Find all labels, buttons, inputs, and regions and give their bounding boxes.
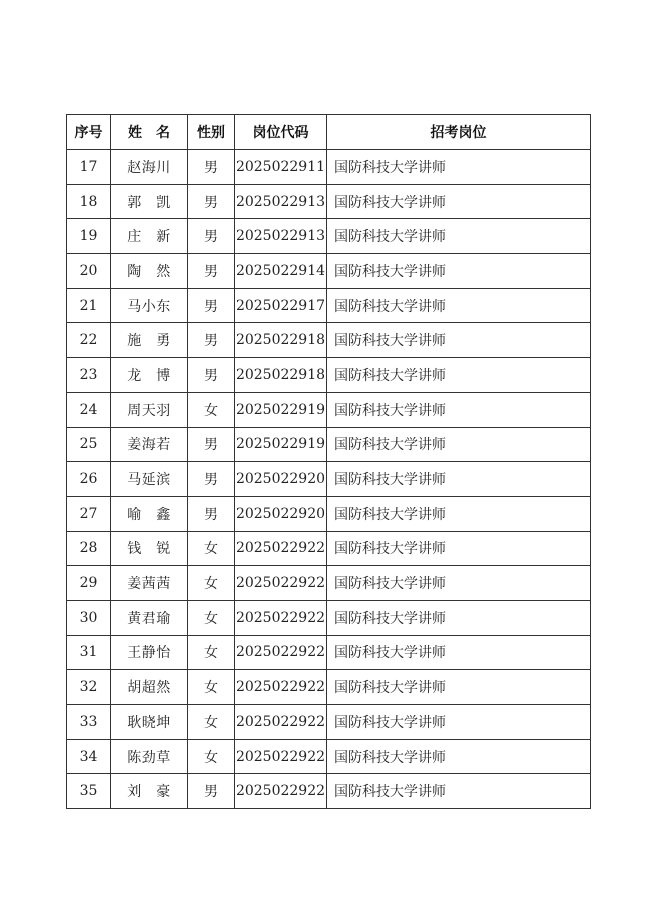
- cell-position: 国防科技大学讲师: [327, 496, 591, 531]
- table-row: [67, 496, 591, 531]
- header-gender: 性别: [188, 115, 235, 150]
- cell-name: 耿晓坤: [111, 705, 188, 740]
- cell-name: 赵海川: [111, 150, 188, 185]
- cell-gender: 女: [188, 670, 235, 705]
- roster-table: [66, 114, 591, 809]
- cell-position: 国防科技大学讲师: [327, 358, 591, 393]
- cell-gender: 男: [188, 184, 235, 219]
- cell-position: 国防科技大学讲师: [327, 635, 591, 670]
- cell-gender: 男: [188, 254, 235, 289]
- table-row: [67, 184, 591, 219]
- cell-code: 2025022920: [235, 496, 327, 531]
- cell-name: 陈劲草: [111, 739, 188, 774]
- cell-name: 马延滨: [111, 462, 188, 497]
- cell-gender: 男: [188, 150, 235, 185]
- table-row: [67, 427, 591, 462]
- cell-no: 31: [67, 635, 111, 670]
- cell-code: 2025022922: [235, 635, 327, 670]
- cell-gender: 女: [188, 531, 235, 566]
- cell-gender: 男: [188, 219, 235, 254]
- table-row: [67, 670, 591, 705]
- cell-no: 17: [67, 150, 111, 185]
- cell-position: 国防科技大学讲师: [327, 254, 591, 289]
- table-row: [67, 358, 591, 393]
- header-position: 招考岗位: [327, 115, 591, 150]
- cell-position: 国防科技大学讲师: [327, 670, 591, 705]
- header-row: [67, 115, 591, 150]
- cell-gender: 女: [188, 566, 235, 601]
- cell-no: 21: [67, 288, 111, 323]
- cell-code: 2025022922: [235, 670, 327, 705]
- cell-no: 23: [67, 358, 111, 393]
- table-row: [67, 392, 591, 427]
- cell-gender: 女: [188, 600, 235, 635]
- cell-no: 33: [67, 705, 111, 740]
- cell-name: 刘 豪: [111, 774, 188, 809]
- cell-no: 32: [67, 670, 111, 705]
- cell-gender: 男: [188, 358, 235, 393]
- cell-code: 2025022918: [235, 358, 327, 393]
- cell-gender: 男: [188, 774, 235, 809]
- table-row: [67, 254, 591, 289]
- cell-name: 郭 凯: [111, 184, 188, 219]
- cell-no: 22: [67, 323, 111, 358]
- table-row: [67, 531, 591, 566]
- header-code: 岗位代码: [235, 115, 327, 150]
- table-row: [67, 219, 591, 254]
- cell-code: 2025022922: [235, 600, 327, 635]
- cell-name: 黄君瑜: [111, 600, 188, 635]
- cell-code: 2025022918: [235, 323, 327, 358]
- cell-no: 20: [67, 254, 111, 289]
- cell-gender: 男: [188, 323, 235, 358]
- table-row: [67, 600, 591, 635]
- cell-no: 30: [67, 600, 111, 635]
- cell-name: 喻 鑫: [111, 496, 188, 531]
- cell-gender: 女: [188, 635, 235, 670]
- cell-gender: 男: [188, 288, 235, 323]
- cell-position: 国防科技大学讲师: [327, 219, 591, 254]
- cell-code: 2025022913: [235, 184, 327, 219]
- cell-position: 国防科技大学讲师: [327, 566, 591, 601]
- cell-code: 2025022922: [235, 705, 327, 740]
- table-row: [67, 705, 591, 740]
- cell-position: 国防科技大学讲师: [327, 462, 591, 497]
- cell-position: 国防科技大学讲师: [327, 150, 591, 185]
- cell-position: 国防科技大学讲师: [327, 774, 591, 809]
- table-row: [67, 635, 591, 670]
- cell-name: 钱 锐: [111, 531, 188, 566]
- cell-code: 2025022922: [235, 566, 327, 601]
- cell-name: 庄 新: [111, 219, 188, 254]
- cell-position: 国防科技大学讲师: [327, 184, 591, 219]
- cell-code: 2025022914: [235, 254, 327, 289]
- cell-gender: 女: [188, 705, 235, 740]
- cell-no: 25: [67, 427, 111, 462]
- cell-no: 26: [67, 462, 111, 497]
- table-row: [67, 774, 591, 809]
- table-row: [67, 566, 591, 601]
- cell-no: 19: [67, 219, 111, 254]
- cell-no: 29: [67, 566, 111, 601]
- cell-code: 2025022919: [235, 392, 327, 427]
- cell-position: 国防科技大学讲师: [327, 323, 591, 358]
- cell-name: 马小东: [111, 288, 188, 323]
- cell-gender: 女: [188, 739, 235, 774]
- cell-gender: 女: [188, 392, 235, 427]
- header-name: 姓 名: [111, 115, 188, 150]
- cell-no: 34: [67, 739, 111, 774]
- cell-code: 2025022913: [235, 219, 327, 254]
- cell-name: 施 勇: [111, 323, 188, 358]
- table-row: [67, 462, 591, 497]
- cell-code: 2025022919: [235, 427, 327, 462]
- cell-gender: 男: [188, 427, 235, 462]
- cell-name: 周天羽: [111, 392, 188, 427]
- cell-name: 陶 然: [111, 254, 188, 289]
- cell-gender: 男: [188, 462, 235, 497]
- cell-name: 姜茜茜: [111, 566, 188, 601]
- cell-name: 王静怡: [111, 635, 188, 670]
- cell-no: 27: [67, 496, 111, 531]
- cell-no: 35: [67, 774, 111, 809]
- cell-position: 国防科技大学讲师: [327, 288, 591, 323]
- cell-position: 国防科技大学讲师: [327, 531, 591, 566]
- cell-code: 2025022922: [235, 531, 327, 566]
- cell-position: 国防科技大学讲师: [327, 427, 591, 462]
- cell-name: 胡超然: [111, 670, 188, 705]
- cell-code: 2025022917: [235, 288, 327, 323]
- roster-body: [67, 150, 591, 809]
- cell-code: 2025022920: [235, 462, 327, 497]
- cell-position: 国防科技大学讲师: [327, 392, 591, 427]
- cell-name: 龙 博: [111, 358, 188, 393]
- cell-position: 国防科技大学讲师: [327, 705, 591, 740]
- table-row: [67, 288, 591, 323]
- cell-no: 24: [67, 392, 111, 427]
- cell-position: 国防科技大学讲师: [327, 600, 591, 635]
- cell-code: 2025022911: [235, 150, 327, 185]
- header-no: 序号: [67, 115, 111, 150]
- table-row: [67, 739, 591, 774]
- cell-code: 2025022922: [235, 774, 327, 809]
- cell-position: 国防科技大学讲师: [327, 739, 591, 774]
- cell-no: 28: [67, 531, 111, 566]
- cell-name: 姜海若: [111, 427, 188, 462]
- table-row: [67, 323, 591, 358]
- cell-code: 2025022922: [235, 739, 327, 774]
- cell-gender: 男: [188, 496, 235, 531]
- cell-no: 18: [67, 184, 111, 219]
- table-row: [67, 150, 591, 185]
